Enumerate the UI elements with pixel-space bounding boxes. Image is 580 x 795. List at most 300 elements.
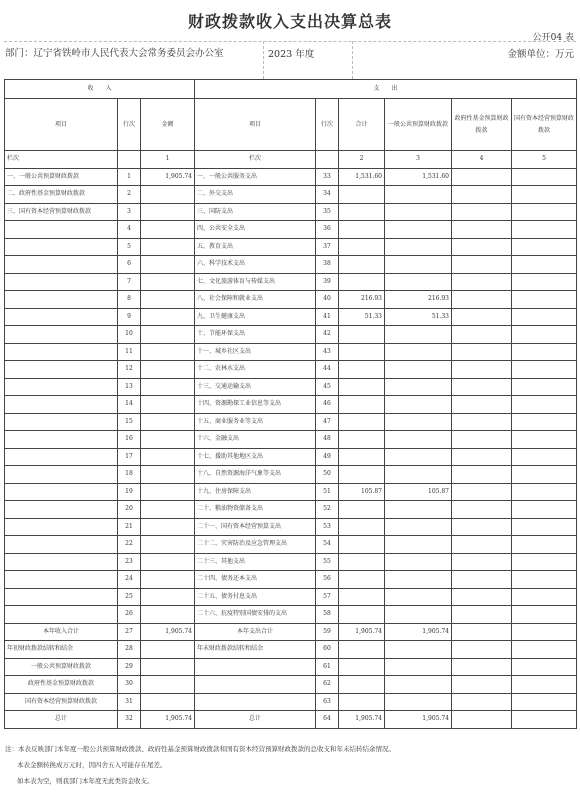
cell-inc-item — [5, 448, 118, 466]
cell-exp-no: 54 — [316, 536, 339, 554]
cell-capital — [512, 483, 577, 501]
cell-exp-no: 55 — [316, 553, 339, 571]
col-num: 3 — [385, 151, 452, 169]
cell-fund — [452, 256, 512, 274]
expense-total-label: 本年支出合计 — [195, 623, 316, 641]
cell-fund — [452, 238, 512, 256]
row-no: 32 — [118, 711, 141, 729]
cell-inc-item: 一、一般公共预算财政拨款 — [5, 168, 118, 186]
cell-inc-no: 9 — [118, 308, 141, 326]
grand-total-row — [5, 711, 577, 729]
cell-inc-no: 20 — [118, 501, 141, 519]
cell-inc-amt — [141, 361, 195, 379]
cell-general — [385, 378, 452, 396]
cell-inc-no: 17 — [118, 448, 141, 466]
cell-capital — [512, 186, 577, 204]
cell-exp-no: 53 — [316, 518, 339, 536]
col-number-row — [5, 151, 577, 169]
table-row — [5, 501, 577, 519]
divider — [4, 41, 576, 42]
column-header-row — [5, 99, 577, 151]
cell-exp-item: 二十六、抗疫特别国债安排的支出 — [195, 606, 316, 624]
cell-capital — [512, 291, 577, 309]
cell-inc-item — [5, 361, 118, 379]
cell-total — [339, 466, 385, 484]
cell-inc-item — [5, 483, 118, 501]
cell-capital — [512, 221, 577, 239]
cell-fund — [452, 431, 512, 449]
cell-general — [385, 571, 452, 589]
cell-inc-amt — [141, 588, 195, 606]
cell-capital — [512, 343, 577, 361]
cell-inc-no: 2 — [118, 186, 141, 204]
cell-exp-no: 43 — [316, 343, 339, 361]
cell-fund — [452, 378, 512, 396]
cell-fund — [452, 536, 512, 554]
cell-exp-item: 十七、援助其他地区支出 — [195, 448, 316, 466]
cell-inc-no: 14 — [118, 396, 141, 414]
cell-fund — [452, 571, 512, 589]
cell-total — [339, 448, 385, 466]
cell-exp-item: 二十五、债务付息支出 — [195, 588, 316, 606]
table-row — [5, 343, 577, 361]
cell-general: 1,531.60 — [385, 168, 452, 186]
carry-row — [5, 641, 577, 659]
table-row — [5, 326, 577, 344]
cell-total — [339, 553, 385, 571]
cell-fund — [452, 186, 512, 204]
note-line: 注：本表反映部门本年度一般公共预算财政拨款、政府性基金预算财政拨款和国有资本经营预算财政拨款的总收支和年末结转结余情况。 — [5, 745, 395, 753]
cell-fund — [452, 308, 512, 326]
cell-inc-amt — [141, 396, 195, 414]
cell-inc-no: 10 — [118, 326, 141, 344]
cell-capital — [512, 466, 577, 484]
cell-exp-no: 34 — [316, 186, 339, 204]
cell-inc-no: 1 — [118, 168, 141, 186]
cell-inc-amt — [141, 483, 195, 501]
expense-total-amount: 1,905.74 — [339, 623, 385, 641]
cell-inc-amt — [141, 238, 195, 256]
col-num: 2 — [339, 151, 385, 169]
cell-exp-item: 二十一、国有资本经营预算支出 — [195, 518, 316, 536]
table-row — [5, 396, 577, 414]
cell-general — [385, 536, 452, 554]
cell-general: 216.93 — [385, 291, 452, 309]
cell-exp-no: 61 — [316, 658, 339, 676]
cell-exp-no: 44 — [316, 361, 339, 379]
cell-capital — [512, 571, 577, 589]
note-line: 本表金额转换成万元时，因四舍五入可能存在尾差。 — [17, 761, 167, 769]
table-row — [5, 291, 577, 309]
cell-exp-item: 十五、商业服务业等支出 — [195, 413, 316, 431]
cell-total — [339, 203, 385, 221]
table-row — [5, 256, 577, 274]
cell-inc-amt — [141, 256, 195, 274]
cell-general — [385, 238, 452, 256]
cell-inc-amt — [141, 203, 195, 221]
income-grand-label: 总计 — [5, 711, 118, 729]
table-row — [5, 606, 577, 624]
cell-inc-item: 一般公共预算财政拨款 — [5, 658, 118, 676]
cell-fund — [452, 326, 512, 344]
cell-exp-item: 四、公共安全支出 — [195, 221, 316, 239]
cell-capital — [512, 203, 577, 221]
cell-general — [385, 186, 452, 204]
cell-general — [385, 343, 452, 361]
cell-exp-item: 八、社会保障和就业支出 — [195, 291, 316, 309]
cell-inc-amt — [141, 378, 195, 396]
cell-inc-amt — [141, 431, 195, 449]
cell-exp-no: 45 — [316, 378, 339, 396]
carry-row — [5, 658, 577, 676]
table-row — [5, 238, 577, 256]
cell-fund — [452, 291, 512, 309]
divider — [352, 41, 353, 79]
page-title: 财政拨款收入支出决算总表 — [187, 12, 392, 31]
col-header-fund: 政府性基金预算财政拨款 — [452, 99, 512, 151]
col-header-amount: 金额 — [141, 99, 195, 151]
cell-inc-item — [5, 518, 118, 536]
cell-exp-item: 三、国防支出 — [195, 203, 316, 221]
table-row — [5, 308, 577, 326]
cell-inc-amt — [141, 501, 195, 519]
cell-exp-no: 49 — [316, 448, 339, 466]
cell-inc-amt — [141, 571, 195, 589]
table-row — [5, 203, 577, 221]
cell-inc-no: 25 — [118, 588, 141, 606]
cell-general: 51.33 — [385, 308, 452, 326]
cell-capital — [512, 238, 577, 256]
cell-total — [339, 238, 385, 256]
cell-inc-item — [5, 291, 118, 309]
col-num: 1 — [141, 151, 195, 169]
cell-general — [385, 553, 452, 571]
cell-capital — [512, 396, 577, 414]
cell-exp-no: 57 — [316, 588, 339, 606]
col-num: 5 — [512, 151, 577, 169]
cell-exp-item: 一、一般公共服务支出 — [195, 168, 316, 186]
cell-inc-no: 26 — [118, 606, 141, 624]
cell-inc-no: 7 — [118, 273, 141, 291]
cell-inc-no: 29 — [118, 658, 141, 676]
cell-total — [339, 588, 385, 606]
cell-capital — [512, 168, 577, 186]
cell-inc-no: 24 — [118, 571, 141, 589]
cell-exp-no: 40 — [316, 291, 339, 309]
cell-inc-amt — [141, 308, 195, 326]
cell-inc-amt — [141, 221, 195, 239]
cell-inc-amt — [141, 186, 195, 204]
cell-capital — [512, 361, 577, 379]
cell-inc-no: 22 — [118, 536, 141, 554]
cell-exp-item: 十四、资源勘探工业信息等支出 — [195, 396, 316, 414]
cell-inc-amt — [141, 326, 195, 344]
cell-general — [385, 448, 452, 466]
cell-general: 105.87 — [385, 483, 452, 501]
cell-total — [339, 606, 385, 624]
col-label: 栏次 — [195, 151, 316, 169]
cell-fund — [452, 466, 512, 484]
cell-inc-item: 国有资本经营预算财政拨款 — [5, 693, 118, 711]
cell-inc-item — [5, 553, 118, 571]
cell-exp-item: 十六、金融支出 — [195, 431, 316, 449]
cell-capital — [512, 588, 577, 606]
col-header-capital: 国有资本经营预算财政拨款 — [512, 99, 577, 151]
cell-fund — [452, 413, 512, 431]
cell-inc-no: 28 — [118, 641, 141, 659]
row-no: 64 — [316, 711, 339, 729]
cell-inc-no: 15 — [118, 413, 141, 431]
cell-exp-item: 十一、城乡社区支出 — [195, 343, 316, 361]
cell-exp-no: 41 — [316, 308, 339, 326]
cell-capital — [512, 536, 577, 554]
table-row — [5, 273, 577, 291]
cell-general — [385, 431, 452, 449]
cell-inc-amt — [141, 273, 195, 291]
cell-exp-no: 52 — [316, 501, 339, 519]
cell-total — [339, 536, 385, 554]
cell-inc-item — [5, 588, 118, 606]
table-row — [5, 361, 577, 379]
cell-inc-item — [5, 238, 118, 256]
cell-inc-amt — [141, 466, 195, 484]
cell-general — [385, 203, 452, 221]
cell-general — [385, 396, 452, 414]
cell-fund — [452, 483, 512, 501]
cell-fund — [452, 221, 512, 239]
cell-inc-item: 政府性基金预算财政拨款 — [5, 676, 118, 694]
cell-general — [385, 501, 452, 519]
cell-inc-amt — [141, 448, 195, 466]
col-num: 4 — [452, 151, 512, 169]
col-header-general: 一般公共预算财政拨款 — [385, 99, 452, 151]
col-header-row-no: 行次 — [118, 99, 141, 151]
cell-exp-no: 62 — [316, 676, 339, 694]
cell-inc-item — [5, 326, 118, 344]
cell-fund — [452, 168, 512, 186]
cell-inc-no: 23 — [118, 553, 141, 571]
cell-total: 216.93 — [339, 291, 385, 309]
cell-inc-item — [5, 501, 118, 519]
cell-exp-item — [195, 693, 316, 711]
cell-inc-item — [5, 536, 118, 554]
cell-inc-item — [5, 413, 118, 431]
cell-exp-no: 60 — [316, 641, 339, 659]
cell-inc-item — [5, 396, 118, 414]
table-row — [5, 221, 577, 239]
cell-exp-item: 七、文化旅游体育与传媒支出 — [195, 273, 316, 291]
cell-inc-no: 18 — [118, 466, 141, 484]
cell-exp-no: 46 — [316, 396, 339, 414]
table-row — [5, 483, 577, 501]
table-row — [5, 413, 577, 431]
cell-inc-amt — [141, 291, 195, 309]
cell-fund — [452, 448, 512, 466]
cell-capital — [512, 273, 577, 291]
cell-total — [339, 186, 385, 204]
notes — [5, 741, 395, 789]
cell-exp-item — [195, 658, 316, 676]
cell-exp-no: 56 — [316, 571, 339, 589]
cell-exp-item: 年末财政拨款结转和结余 — [195, 641, 316, 659]
cell-total — [339, 518, 385, 536]
cell-inc-no: 30 — [118, 676, 141, 694]
cell-exp-no: 42 — [316, 326, 339, 344]
cell-exp-no: 47 — [316, 413, 339, 431]
cell-exp-no: 63 — [316, 693, 339, 711]
cell-exp-item: 九、卫生健康支出 — [195, 308, 316, 326]
cell-exp-no: 33 — [316, 168, 339, 186]
cell-exp-item: 十三、交通运输支出 — [195, 378, 316, 396]
cell-inc-no: 19 — [118, 483, 141, 501]
cell-inc-item: 年初财政拨款结转和结余 — [5, 641, 118, 659]
cell-exp-item: 六、科学技术支出 — [195, 256, 316, 274]
department-label: 部门：辽宁省铁岭市人民代表大会常务委员会办公室 — [5, 48, 224, 59]
cell-inc-amt — [141, 413, 195, 431]
cell-inc-amt: 1,905.74 — [141, 168, 195, 186]
cell-inc-amt — [141, 343, 195, 361]
cell-exp-no: 58 — [316, 606, 339, 624]
cell-total: 1,531.60 — [339, 168, 385, 186]
cell-inc-item — [5, 606, 118, 624]
budget-table — [4, 79, 577, 729]
cell-exp-no: 35 — [316, 203, 339, 221]
cell-inc-no: 31 — [118, 693, 141, 711]
cell-total — [339, 396, 385, 414]
cell-total — [339, 413, 385, 431]
income-section-header: 收 入 — [5, 80, 195, 99]
col-header-total: 合计 — [339, 99, 385, 151]
cell-exp-no: 48 — [316, 431, 339, 449]
carry-row — [5, 693, 577, 711]
cell-inc-no: 8 — [118, 291, 141, 309]
expense-section-header: 支 出 — [195, 80, 577, 99]
cell-inc-no: 5 — [118, 238, 141, 256]
cell-inc-amt — [141, 518, 195, 536]
totals-row — [5, 623, 577, 641]
income-total-label: 本年收入合计 — [5, 623, 118, 641]
cell-inc-no: 21 — [118, 518, 141, 536]
cell-exp-no: 50 — [316, 466, 339, 484]
unit-label: 金额单位：万元 — [507, 49, 574, 60]
cell-exp-item: 十九、住房保障支出 — [195, 483, 316, 501]
cell-exp-no: 38 — [316, 256, 339, 274]
cell-exp-no: 51 — [316, 483, 339, 501]
cell-inc-no: 3 — [118, 203, 141, 221]
cell-inc-item: 二、政府性基金预算财政拨款 — [5, 186, 118, 204]
col-label: 栏次 — [5, 151, 118, 169]
col-header-exp-item: 项目 — [195, 99, 316, 151]
cell-inc-no: 16 — [118, 431, 141, 449]
cell-total — [339, 256, 385, 274]
cell-total — [339, 378, 385, 396]
cell-inc-amt — [141, 536, 195, 554]
cell-fund — [452, 361, 512, 379]
cell-fund — [452, 553, 512, 571]
col-header-exp-row-no: 行次 — [316, 99, 339, 151]
cell-total — [339, 501, 385, 519]
cell-inc-item — [5, 571, 118, 589]
cell-general — [385, 221, 452, 239]
cell-capital — [512, 326, 577, 344]
cell-exp-item: 二十二、灾害防治及应急管理支出 — [195, 536, 316, 554]
divider — [263, 41, 264, 79]
table-row — [5, 571, 577, 589]
cell-total — [339, 343, 385, 361]
cell-total — [339, 571, 385, 589]
col-header-item: 项目 — [5, 99, 118, 151]
year-label: 2023 年度 — [268, 49, 315, 60]
table-row — [5, 431, 577, 449]
cell-inc-item — [5, 343, 118, 361]
cell-exp-item: 二十三、其他支出 — [195, 553, 316, 571]
income-grand-amount: 1,905.74 — [141, 711, 195, 729]
cell-total — [339, 361, 385, 379]
table-row — [5, 378, 577, 396]
cell-capital — [512, 606, 577, 624]
cell-general — [385, 413, 452, 431]
cell-exp-item — [195, 676, 316, 694]
cell-exp-item: 二十、粮油物资储备支出 — [195, 501, 316, 519]
carry-row — [5, 676, 577, 694]
cell-inc-item: 三、国有资本经营预算财政拨款 — [5, 203, 118, 221]
cell-inc-no: 12 — [118, 361, 141, 379]
cell-total — [339, 431, 385, 449]
cell-inc-item — [5, 273, 118, 291]
cell-inc-item — [5, 431, 118, 449]
cell-exp-no: 39 — [316, 273, 339, 291]
cell-inc-item — [5, 256, 118, 274]
cell-inc-no: 6 — [118, 256, 141, 274]
cell-exp-item: 十二、农林水支出 — [195, 361, 316, 379]
note-line: 如本表为空，则我部门本年度无此类资金收支。 — [17, 777, 154, 785]
cell-capital — [512, 518, 577, 536]
cell-general — [385, 518, 452, 536]
cell-fund — [452, 203, 512, 221]
cell-fund — [452, 518, 512, 536]
cell-capital — [512, 448, 577, 466]
cell-capital — [512, 501, 577, 519]
cell-inc-no: 11 — [118, 343, 141, 361]
cell-capital — [512, 256, 577, 274]
cell-general — [385, 273, 452, 291]
cell-total: 51.33 — [339, 308, 385, 326]
expense-grand-amount: 1,905.74 — [339, 711, 385, 729]
cell-general — [385, 256, 452, 274]
table-row — [5, 536, 577, 554]
table-row — [5, 466, 577, 484]
expense-grand-label: 总计 — [195, 711, 316, 729]
cell-general — [385, 326, 452, 344]
cell-inc-item — [5, 466, 118, 484]
income-total-amount: 1,905.74 — [141, 623, 195, 641]
cell-general — [385, 606, 452, 624]
cell-general — [385, 466, 452, 484]
cell-inc-no: 13 — [118, 378, 141, 396]
cell-total — [339, 273, 385, 291]
cell-fund — [452, 343, 512, 361]
row-no: 59 — [316, 623, 339, 641]
table-row — [5, 553, 577, 571]
cell-inc-amt — [141, 553, 195, 571]
cell-capital — [512, 431, 577, 449]
cell-total — [339, 221, 385, 239]
expense-grand-general: 1,905.74 — [385, 711, 452, 729]
cell-inc-item — [5, 308, 118, 326]
cell-exp-item: 十、节能环保支出 — [195, 326, 316, 344]
cell-inc-item — [5, 221, 118, 239]
cell-exp-no: 37 — [316, 238, 339, 256]
